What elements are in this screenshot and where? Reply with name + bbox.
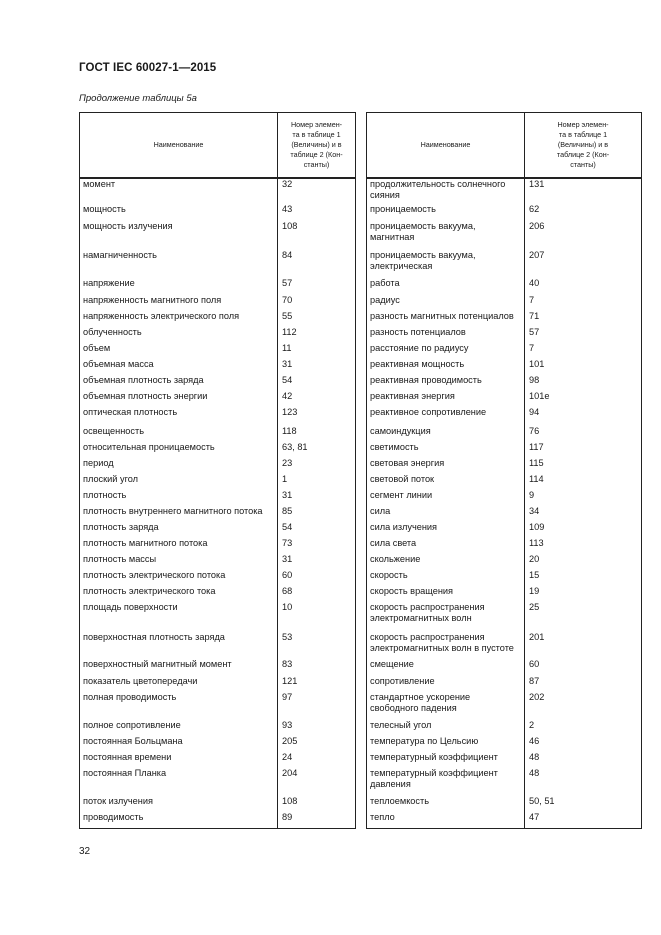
row-number: 63, 81	[278, 442, 356, 458]
row-name: объемная масса	[80, 359, 278, 375]
row-number: 98	[525, 375, 642, 391]
table-row	[80, 752, 356, 768]
table-row	[80, 736, 356, 752]
row-number: 47	[525, 812, 642, 828]
row-name: реактивная проводимость	[367, 375, 525, 391]
row-number: 2	[525, 720, 642, 736]
row-name: площадь поверхности	[80, 602, 278, 632]
column-header-number: Номер элемен- та в таблице 1 (Величины) и в таблице 2 (Кон- станты)	[525, 113, 642, 179]
row-name: сила света	[367, 538, 525, 554]
row-name: скорость вращения	[367, 586, 525, 602]
row-name: скольжение	[367, 554, 525, 570]
row-number: 62	[525, 204, 642, 221]
table-row	[367, 407, 642, 426]
table-row	[80, 490, 356, 506]
row-number: 34	[525, 506, 642, 522]
row-number: 118	[278, 426, 356, 442]
row-name: поток излучения	[80, 796, 278, 812]
table-row	[80, 538, 356, 554]
row-name: сопротивление	[367, 676, 525, 692]
table-row	[367, 506, 642, 522]
row-name: температурный коэффициент	[367, 752, 525, 768]
row-number: 101e	[525, 391, 642, 407]
row-name: полная проводимость	[80, 692, 278, 720]
table-row	[367, 327, 642, 343]
row-number: 131	[525, 178, 642, 204]
table-row	[367, 204, 642, 221]
row-number: 108	[278, 221, 356, 250]
table-row	[80, 586, 356, 602]
table-row	[80, 204, 356, 221]
table-row	[367, 602, 642, 632]
row-number: 43	[278, 204, 356, 221]
table-row	[367, 426, 642, 442]
row-name: объемная плотность заряда	[80, 375, 278, 391]
row-number: 121	[278, 676, 356, 692]
row-number: 109	[525, 522, 642, 538]
table-row	[367, 692, 642, 720]
row-name: теплоемкость	[367, 796, 525, 812]
row-number: 207	[525, 250, 642, 278]
table-row	[367, 178, 642, 204]
row-name: освещенность	[80, 426, 278, 442]
table-row	[80, 570, 356, 586]
row-name: скорость	[367, 570, 525, 586]
row-name: постоянная Больцмана	[80, 736, 278, 752]
row-name: момент	[80, 178, 278, 204]
table-row	[367, 442, 642, 458]
table-row	[367, 359, 642, 375]
row-name: проницаемость	[367, 204, 525, 221]
row-number: 70	[278, 295, 356, 311]
row-name: поверхностная плотность заряда	[80, 632, 278, 659]
table-row	[80, 522, 356, 538]
row-name: постоянная Планка	[80, 768, 278, 796]
row-number: 87	[525, 676, 642, 692]
row-name: самоиндукция	[367, 426, 525, 442]
table-row	[80, 442, 356, 458]
row-number: 84	[278, 250, 356, 278]
table-row	[367, 522, 642, 538]
row-name: стандартное ускорение свободного падения	[367, 692, 525, 720]
table-row	[367, 586, 642, 602]
row-number: 31	[278, 490, 356, 506]
row-number: 205	[278, 736, 356, 752]
table-row	[367, 490, 642, 506]
row-name: тепло	[367, 812, 525, 828]
row-number: 7	[525, 343, 642, 359]
row-name: объем	[80, 343, 278, 359]
table-row	[367, 796, 642, 812]
table-row	[367, 375, 642, 391]
table-row	[80, 221, 356, 250]
table-row	[80, 359, 356, 375]
row-name: световая энергия	[367, 458, 525, 474]
row-name: реактивное сопротивление	[367, 407, 525, 426]
row-name: плотность	[80, 490, 278, 506]
table-row	[80, 391, 356, 407]
table-row	[80, 407, 356, 426]
row-number: 7	[525, 295, 642, 311]
table-row	[367, 343, 642, 359]
table-row	[80, 768, 356, 796]
row-number: 202	[525, 692, 642, 720]
row-name: оптическая плотность	[80, 407, 278, 426]
row-number: 114	[525, 474, 642, 490]
row-number: 48	[525, 768, 642, 796]
row-number: 108	[278, 796, 356, 812]
row-number: 54	[278, 522, 356, 538]
table-row	[367, 250, 642, 278]
row-number: 73	[278, 538, 356, 554]
table-row	[367, 632, 642, 659]
row-number: 101	[525, 359, 642, 375]
row-number: 204	[278, 768, 356, 796]
column-header-name: Наименование	[367, 113, 525, 179]
row-name: плотность электрического тока	[80, 586, 278, 602]
row-number: 9	[525, 490, 642, 506]
row-name: сегмент линии	[367, 490, 525, 506]
table-row	[80, 295, 356, 311]
row-number: 46	[525, 736, 642, 752]
row-name: продолжительность солнечного сияния	[367, 178, 525, 204]
table-row	[80, 311, 356, 327]
row-number: 19	[525, 586, 642, 602]
table-row	[367, 676, 642, 692]
table-row	[367, 736, 642, 752]
table-row	[80, 474, 356, 490]
row-name: относительная проницаемость	[80, 442, 278, 458]
row-number: 71	[525, 311, 642, 327]
row-name: скорость распространения электромагнитных волн	[367, 602, 525, 632]
row-number: 113	[525, 538, 642, 554]
row-name: телесный угол	[367, 720, 525, 736]
row-name: проводимость	[80, 812, 278, 828]
row-number: 48	[525, 752, 642, 768]
table-row	[367, 538, 642, 554]
column-header-number: Номер элемен- та в таблице 1 (Величины) и в таблице 2 (Кон- станты)	[278, 113, 356, 179]
page-number: 32	[79, 846, 91, 857]
row-name: скорость распространения электромагнитных волн в пустоте	[367, 632, 525, 659]
table-row	[80, 343, 356, 359]
table-row	[367, 659, 642, 676]
column-header-name: Наименование	[80, 113, 278, 179]
row-number: 201	[525, 632, 642, 659]
row-number: 53	[278, 632, 356, 659]
table-row	[80, 692, 356, 720]
table-row	[80, 327, 356, 343]
row-number: 68	[278, 586, 356, 602]
row-number: 89	[278, 812, 356, 828]
row-number: 24	[278, 752, 356, 768]
row-name: напряжение	[80, 278, 278, 295]
row-number: 31	[278, 554, 356, 570]
row-number: 57	[525, 327, 642, 343]
row-number: 97	[278, 692, 356, 720]
row-number: 206	[525, 221, 642, 250]
row-name: плоский угол	[80, 474, 278, 490]
table-row	[367, 768, 642, 796]
table-row	[367, 570, 642, 586]
row-name: работа	[367, 278, 525, 295]
row-name: плотность магнитного потока	[80, 538, 278, 554]
table-row	[80, 250, 356, 278]
table-row	[80, 458, 356, 474]
table-row	[367, 812, 642, 828]
row-name: намагниченность	[80, 250, 278, 278]
row-name: температурный коэффициент давления	[367, 768, 525, 796]
row-number: 115	[525, 458, 642, 474]
table-row	[80, 375, 356, 391]
row-name: показатель цветопередачи	[80, 676, 278, 692]
row-number: 57	[278, 278, 356, 295]
row-name: плотность массы	[80, 554, 278, 570]
table-row	[80, 659, 356, 676]
row-number: 83	[278, 659, 356, 676]
row-number: 32	[278, 178, 356, 204]
row-name: сила	[367, 506, 525, 522]
row-number: 117	[525, 442, 642, 458]
row-name: реактивная мощность	[367, 359, 525, 375]
row-name: смещение	[367, 659, 525, 676]
table-row	[367, 311, 642, 327]
table-row	[80, 554, 356, 570]
row-number: 60	[278, 570, 356, 586]
row-number: 1	[278, 474, 356, 490]
row-number: 76	[525, 426, 642, 442]
row-number: 20	[525, 554, 642, 570]
table-row	[80, 278, 356, 295]
table-row	[80, 796, 356, 812]
row-name: светимость	[367, 442, 525, 458]
table-row	[367, 752, 642, 768]
row-number: 25	[525, 602, 642, 632]
table-row	[80, 506, 356, 522]
table-row	[367, 221, 642, 250]
table-row	[80, 602, 356, 632]
row-name: напряженность магнитного поля	[80, 295, 278, 311]
row-name: разность потенциалов	[367, 327, 525, 343]
row-number: 60	[525, 659, 642, 676]
row-name: температура по Цельсию	[367, 736, 525, 752]
row-number: 94	[525, 407, 642, 426]
row-name: плотность электрического потока	[80, 570, 278, 586]
row-number: 93	[278, 720, 356, 736]
row-name: напряженность электрического поля	[80, 311, 278, 327]
row-number: 10	[278, 602, 356, 632]
row-name: мощность излучения	[80, 221, 278, 250]
table-row	[80, 632, 356, 659]
row-name: радиус	[367, 295, 525, 311]
row-name: постоянная времени	[80, 752, 278, 768]
table-row	[80, 812, 356, 828]
row-number: 23	[278, 458, 356, 474]
table-row	[80, 178, 356, 204]
row-name: мощность	[80, 204, 278, 221]
row-name: плотность заряда	[80, 522, 278, 538]
table-caption: Продолжение таблицы 5а	[79, 93, 197, 104]
document-title: ГОСТ IEC 60027-1—2015	[79, 62, 217, 74]
row-name: сила излучения	[367, 522, 525, 538]
row-name: облученность	[80, 327, 278, 343]
row-name: полное сопротивление	[80, 720, 278, 736]
table-row	[367, 554, 642, 570]
row-number: 85	[278, 506, 356, 522]
table-row	[367, 295, 642, 311]
table-row	[367, 278, 642, 295]
table-row	[367, 474, 642, 490]
table-row	[80, 426, 356, 442]
table-row	[80, 720, 356, 736]
table-row	[367, 458, 642, 474]
row-number: 11	[278, 343, 356, 359]
table-row	[367, 720, 642, 736]
row-number: 50, 51	[525, 796, 642, 812]
row-name: поверхностный магнитный момент	[80, 659, 278, 676]
row-number: 40	[525, 278, 642, 295]
row-number: 31	[278, 359, 356, 375]
row-name: световой поток	[367, 474, 525, 490]
row-name: реактивная энергия	[367, 391, 525, 407]
row-name: объемная плотность энергии	[80, 391, 278, 407]
row-number: 42	[278, 391, 356, 407]
row-name: плотность внутреннего магнитного потока	[80, 506, 278, 522]
row-name: период	[80, 458, 278, 474]
row-number: 54	[278, 375, 356, 391]
row-number: 55	[278, 311, 356, 327]
table-row	[80, 676, 356, 692]
row-name: проницаемость вакуума, магнитная	[367, 221, 525, 250]
row-name: разность магнитных потенциалов	[367, 311, 525, 327]
table-row	[367, 391, 642, 407]
row-number: 123	[278, 407, 356, 426]
row-name: проницаемость вакуума, электрическая	[367, 250, 525, 278]
row-number: 15	[525, 570, 642, 586]
row-name: расстояние по радиусу	[367, 343, 525, 359]
row-number: 112	[278, 327, 356, 343]
